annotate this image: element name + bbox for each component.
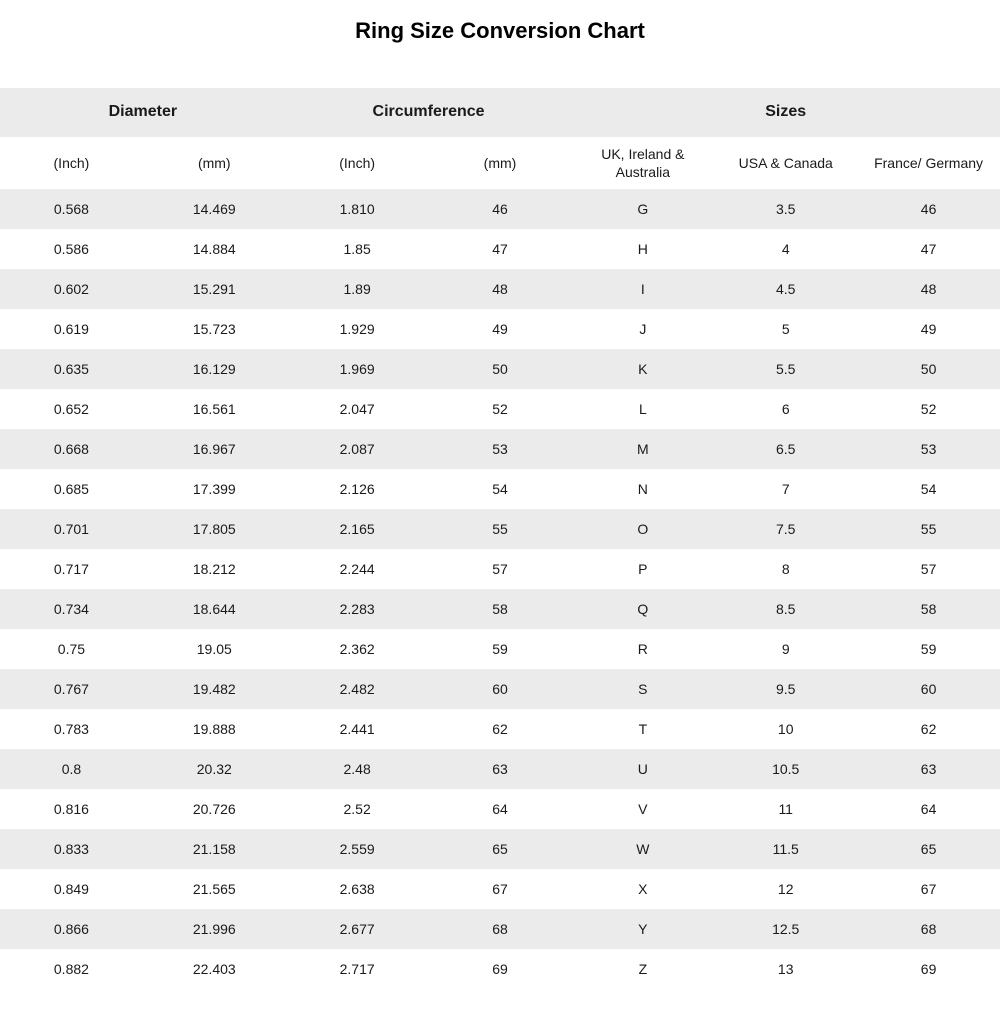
cell-diameter-mm: 14.469: [192, 200, 236, 217]
cell-uk-ireland-australia: V: [638, 800, 648, 817]
cell-diameter-inch: 0.586: [53, 240, 89, 257]
cell-usa-canada: 4.5: [775, 280, 796, 297]
cell-france-germany: 52: [920, 400, 937, 417]
cell-circumference-inch: 1.810: [339, 200, 375, 217]
cell-circumference-inch: 2.126: [339, 480, 375, 497]
cell-uk-ireland-australia: P: [638, 560, 648, 577]
cell-uk-ireland-australia: S: [638, 680, 648, 697]
table-row: [0, 189, 1000, 229]
cell-diameter-mm: 18.212: [192, 560, 236, 577]
table-row: [0, 429, 1000, 469]
cell-france-germany: 64: [920, 800, 937, 817]
table-row: [0, 909, 1000, 949]
cell-uk-ireland-australia: R: [637, 640, 648, 657]
table-row: [0, 669, 1000, 709]
cell-uk-ireland-australia: L: [638, 400, 647, 417]
cell-france-germany: 53: [920, 440, 937, 457]
cell-circumference-inch: 2.283: [339, 600, 375, 617]
cell-circumference-inch: 2.559: [339, 840, 375, 857]
cell-france-germany: 54: [920, 480, 937, 497]
cell-circumference-mm: 47: [492, 240, 508, 257]
cell-uk-ireland-australia: Q: [637, 600, 649, 617]
cell-uk-ireland-australia: N: [637, 480, 648, 497]
cell-france-germany: 50: [920, 360, 937, 377]
cell-usa-canada: 7: [781, 480, 790, 497]
table-row: [0, 269, 1000, 309]
cell-circumference-inch: 2.717: [339, 960, 375, 977]
cell-circumference-mm: 67: [492, 880, 508, 897]
cell-france-germany: 46: [920, 200, 937, 217]
cell-diameter-inch: 0.882: [53, 960, 89, 977]
cell-circumference-inch: 2.362: [339, 640, 375, 657]
cell-circumference-mm: 49: [492, 320, 508, 337]
cell-diameter-mm: 20.726: [192, 800, 236, 817]
table-row: [0, 589, 1000, 629]
table-row: [0, 229, 1000, 269]
cell-france-germany: 69: [920, 960, 937, 977]
cell-usa-canada: 6.5: [775, 440, 796, 457]
cell-circumference-inch: 2.087: [339, 440, 375, 457]
cell-diameter-mm: 21.565: [192, 880, 236, 897]
cell-circumference-mm: 60: [492, 680, 508, 697]
table-row: [0, 749, 1000, 789]
table-row: [0, 389, 1000, 429]
cell-usa-canada: 5.5: [775, 360, 796, 377]
cell-usa-canada: 3.5: [775, 200, 796, 217]
cell-usa-canada: 10.5: [772, 760, 800, 777]
cell-circumference-inch: 1.89: [343, 280, 371, 297]
cell-usa-canada: 11: [778, 800, 793, 817]
cell-circumference-mm: 52: [492, 400, 508, 417]
group-header-circumference: Circumference: [372, 103, 485, 121]
cell-circumference-mm: 62: [492, 720, 508, 737]
cell-diameter-inch: 0.652: [53, 400, 89, 417]
cell-france-germany: 63: [920, 760, 937, 777]
cell-usa-canada: 12: [777, 880, 794, 897]
column-header-usa-canada: USA & Canada: [738, 154, 833, 171]
cell-circumference-inch: 2.047: [339, 400, 375, 417]
cell-circumference-mm: 57: [492, 560, 508, 577]
cell-uk-ireland-australia: U: [637, 760, 648, 777]
table-row: [0, 789, 1000, 829]
cell-usa-canada: 8.5: [775, 600, 796, 617]
cell-circumference-mm: 68: [492, 920, 508, 937]
table-row: [0, 829, 1000, 869]
cell-circumference-inch: 2.482: [339, 680, 375, 697]
cell-circumference-mm: 46: [492, 200, 508, 217]
column-header-uk-ireland-australia: UK, Ireland & Australia: [601, 145, 685, 180]
ring-size-conversion-table: [0, 88, 1000, 989]
cell-uk-ireland-australia: Y: [638, 920, 648, 937]
cell-circumference-inch: 2.441: [339, 720, 375, 737]
cell-france-germany: 62: [920, 720, 937, 737]
column-header-row: [0, 137, 1000, 189]
cell-diameter-inch: 0.767: [53, 680, 89, 697]
cell-diameter-mm: 20.32: [196, 760, 232, 777]
cell-circumference-mm: 55: [492, 520, 508, 537]
cell-usa-canada: 11.5: [772, 840, 799, 857]
cell-diameter-inch: 0.816: [53, 800, 89, 817]
cell-france-germany: 49: [920, 320, 937, 337]
cell-usa-canada: 13: [777, 960, 794, 977]
cell-circumference-mm: 54: [492, 480, 508, 497]
column-header-circumference-inch: (Inch): [339, 154, 376, 171]
cell-usa-canada: 8: [781, 560, 790, 577]
cell-france-germany: 55: [920, 520, 937, 537]
cell-uk-ireland-australia: G: [637, 200, 649, 217]
column-header-circumference-mm: (mm): [483, 154, 517, 171]
cell-diameter-inch: 0.8: [61, 760, 82, 777]
table-row: [0, 509, 1000, 549]
cell-usa-canada: 10: [777, 720, 794, 737]
table-row: [0, 469, 1000, 509]
cell-circumference-inch: 2.677: [339, 920, 375, 937]
group-header-diameter: Diameter: [108, 103, 178, 121]
cell-usa-canada: 9: [781, 640, 790, 657]
page-title: Ring Size Conversion Chart: [355, 18, 645, 43]
cell-usa-canada: 7.5: [775, 520, 796, 537]
cell-diameter-mm: 15.291: [192, 280, 236, 297]
cell-circumference-inch: 2.638: [339, 880, 375, 897]
cell-france-germany: 57: [920, 560, 937, 577]
cell-circumference-mm: 48: [492, 280, 508, 297]
cell-uk-ireland-australia: I: [640, 280, 645, 297]
table-row: [0, 549, 1000, 589]
cell-france-germany: 58: [920, 600, 937, 617]
cell-circumference-mm: 58: [492, 600, 508, 617]
cell-diameter-mm: 22.403: [192, 960, 236, 977]
table-row: [0, 349, 1000, 389]
table-row: [0, 949, 1000, 989]
cell-diameter-inch: 0.849: [53, 880, 89, 897]
cell-diameter-inch: 0.701: [53, 520, 89, 537]
cell-circumference-mm: 65: [492, 840, 508, 857]
cell-uk-ireland-australia: Z: [638, 960, 648, 977]
cell-diameter-inch: 0.602: [53, 280, 89, 297]
cell-circumference-inch: 1.929: [339, 320, 375, 337]
table-body: [0, 189, 1000, 989]
column-header-diameter-mm: (mm): [197, 154, 231, 171]
cell-uk-ireland-australia: H: [637, 240, 648, 257]
cell-diameter-mm: 17.399: [192, 480, 236, 497]
cell-diameter-inch: 0.668: [53, 440, 89, 457]
cell-diameter-inch: 0.685: [53, 480, 89, 497]
cell-usa-canada: 5: [781, 320, 790, 337]
group-header-sizes: Sizes: [765, 103, 807, 121]
column-header-diameter-inch: (Inch): [53, 154, 90, 171]
cell-diameter-mm: 16.967: [192, 440, 236, 457]
cell-diameter-mm: 18.644: [192, 600, 236, 617]
cell-diameter-inch: 0.717: [53, 560, 89, 577]
cell-circumference-inch: 1.969: [339, 360, 375, 377]
table-row: [0, 709, 1000, 749]
cell-diameter-inch: 0.783: [53, 720, 89, 737]
cell-france-germany: 48: [920, 280, 937, 297]
cell-circumference-inch: 2.165: [339, 520, 375, 537]
cell-usa-canada: 6: [781, 400, 790, 417]
cell-diameter-inch: 0.866: [53, 920, 89, 937]
cell-diameter-mm: 21.158: [192, 840, 236, 857]
cell-diameter-mm: 14.884: [192, 240, 236, 257]
cell-uk-ireland-australia: O: [637, 520, 649, 537]
cell-circumference-mm: 53: [492, 440, 508, 457]
cell-france-germany: 68: [920, 920, 937, 937]
cell-usa-canada: 4: [781, 240, 790, 257]
cell-diameter-mm: 19.482: [192, 680, 236, 697]
cell-usa-canada: 9.5: [775, 680, 796, 697]
cell-circumference-inch: 2.48: [343, 760, 371, 777]
column-header-france-germany: France/ Germany: [874, 154, 984, 171]
cell-diameter-inch: 0.734: [53, 600, 89, 617]
group-header-row: [0, 88, 1000, 137]
cell-france-germany: 59: [920, 640, 937, 657]
cell-circumference-mm: 63: [492, 760, 508, 777]
cell-diameter-inch: 0.619: [53, 320, 89, 337]
cell-diameter-mm: 17.805: [192, 520, 236, 537]
cell-uk-ireland-australia: W: [636, 840, 650, 857]
cell-france-germany: 47: [920, 240, 937, 257]
cell-circumference-inch: 1.85: [343, 240, 371, 257]
cell-diameter-inch: 0.568: [53, 200, 89, 217]
cell-uk-ireland-australia: T: [638, 720, 648, 737]
cell-diameter-inch: 0.75: [57, 640, 86, 657]
cell-diameter-inch: 0.833: [53, 840, 89, 857]
cell-uk-ireland-australia: M: [637, 440, 649, 457]
cell-diameter-mm: 16.561: [192, 400, 236, 417]
cell-diameter-mm: 21.996: [192, 920, 236, 937]
cell-diameter-mm: 15.723: [192, 320, 236, 337]
cell-uk-ireland-australia: K: [638, 360, 648, 377]
cell-france-germany: 65: [920, 840, 937, 857]
cell-diameter-mm: 19.888: [192, 720, 236, 737]
cell-france-germany: 67: [920, 880, 937, 897]
cell-uk-ireland-australia: X: [638, 880, 648, 897]
cell-france-germany: 60: [920, 680, 937, 697]
table-row: [0, 309, 1000, 349]
cell-diameter-mm: 16.129: [192, 360, 236, 377]
cell-circumference-mm: 64: [492, 800, 508, 817]
cell-circumference-mm: 59: [492, 640, 508, 657]
cell-circumference-inch: 2.244: [339, 560, 375, 577]
cell-circumference-mm: 50: [492, 360, 508, 377]
cell-circumference-mm: 69: [492, 960, 508, 977]
cell-circumference-inch: 2.52: [343, 800, 371, 817]
cell-diameter-mm: 19.05: [196, 640, 232, 657]
table-row: [0, 629, 1000, 669]
table-row: [0, 869, 1000, 909]
cell-usa-canada: 12.5: [772, 920, 800, 937]
cell-uk-ireland-australia: J: [639, 320, 647, 337]
cell-diameter-inch: 0.635: [53, 360, 89, 377]
